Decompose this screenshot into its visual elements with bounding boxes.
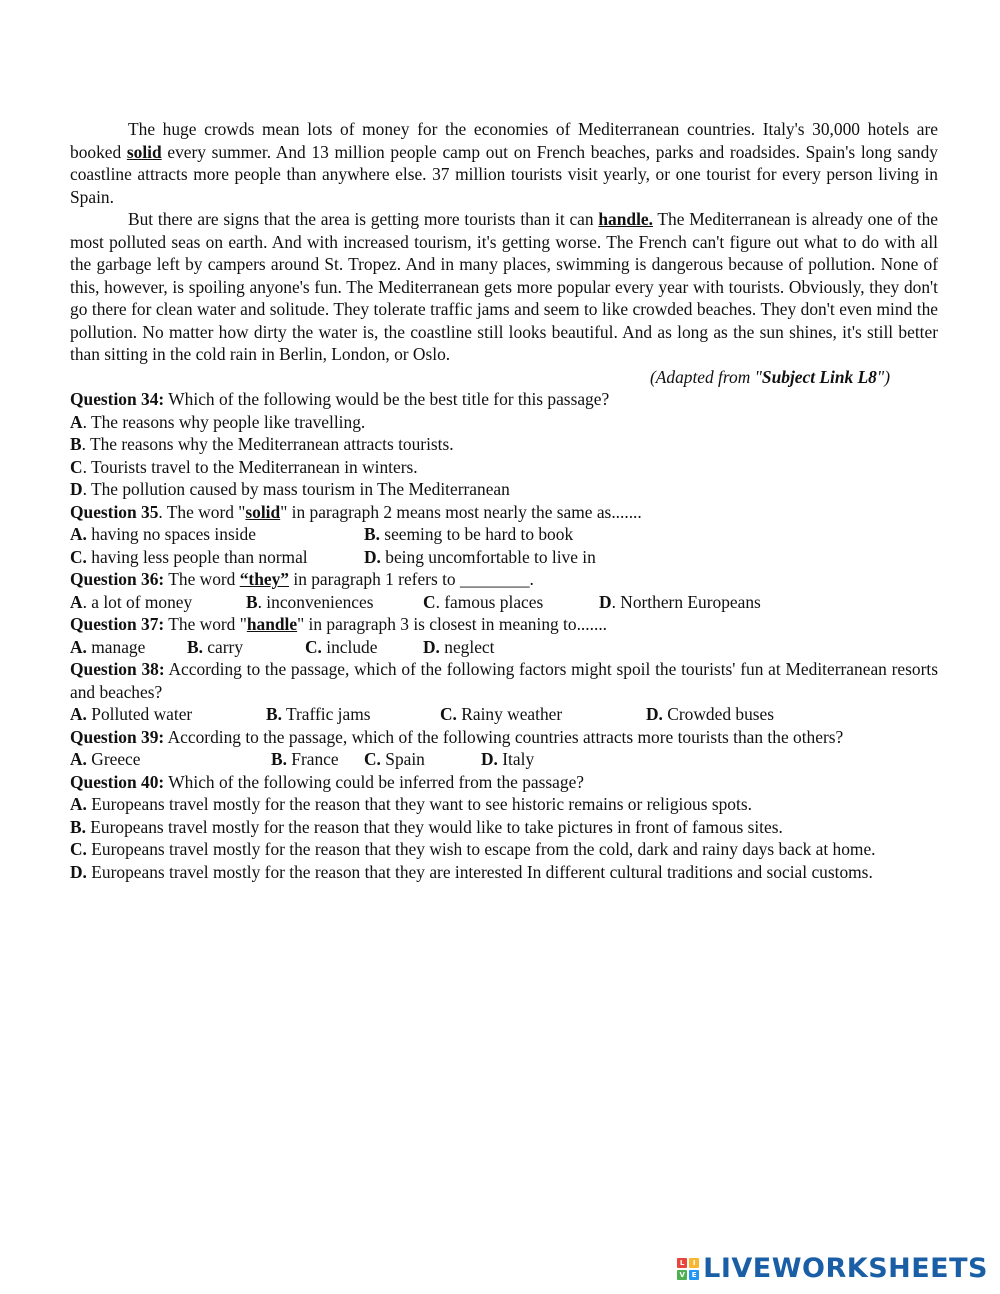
option-35-b[interactable]: B. seeming to be hard to book [364,524,574,544]
options-35-row-2 [70,546,938,569]
option-36-d[interactable]: D. Northern Europeans [599,591,761,612]
question-38: Question 38: According to the passage, which of the following factors might spoil the tourists' fun at Mediterranean resorts and beaches? [70,659,938,702]
highlight-handle: handle. [598,209,653,229]
options-39 [70,748,938,771]
options-36 [70,591,938,614]
logo-text: LIVEWORKSHEETS [703,1253,988,1284]
option-34-c[interactable]: C. Tourists travel to the Mediterranean in winters. [70,456,418,477]
option-38-b[interactable]: B. Traffic jams [266,704,371,724]
question-34: Question 34: Which of the following would be the best title for this passage? [70,389,610,409]
option-35-d[interactable]: D. being uncomfortable to live in [364,546,596,567]
passage-paragraph-2: The huge crowds mean lots of money for the economies of Mediterranean countries. Italy's 30,000 hotels are booked solid every summer. And 13 million people camp out on French beaches, parks and roadsides. Spain's long sandy coastline attracts more people than anywhere else. 37 million tourists visit yearly, or one tourist for every person living in Spain. [70,119,938,207]
liveworksheets-logo [677,1253,988,1284]
option-39-b[interactable]: B. France [271,749,339,769]
option-34-d[interactable]: D. The pollution caused by mass tourism in The Mediterranean [70,479,510,499]
option-40-b[interactable]: B. Europeans travel mostly for the reason that they would like to take pictures in front of famous sites. [70,816,783,837]
option-38-d[interactable]: D. Crowded buses [646,704,775,724]
option-36-a[interactable]: A. a lot of money [70,591,193,612]
highlight-solid: solid [126,141,162,162]
option-35-c[interactable]: C. having less people than normal [70,546,308,567]
passage-paragraph-3: But there are signs that the area is getting more tourists than it can handle. The Mediterranean is already one of the most polluted seas on earth. And with increased tourism, it's getting worse. The French can't figure out what to do with all the garbage left by campers around St. Tropez. And in many places, swimming is dangerous because of pollution. None of this, however, is spoiling anyone's fun. The Mediterranean gets more popular every year with tourists. Obviously, they don't go there for clean water and solitude. They tolerate traffic jams and seem to like crowded beaches. They don't even mind the pollution. No matter how dirty the water is, the coastline still looks beautiful. And as long as the sun shines, it's still better than sitting in the cold rain in Berlin, London, or Oslo. [70,209,939,364]
option-37-c[interactable]: C. include [305,636,378,657]
option-35-a[interactable]: A. having no spaces inside [70,524,256,544]
option-37-a[interactable]: A. manage [70,636,146,657]
option-37-b[interactable]: B. carry [187,636,244,657]
option-34-b[interactable]: B. The reasons why the Mediterranean attracts tourists. [70,434,454,454]
option-39-d[interactable]: D. Italy [481,749,535,769]
option-38-a[interactable]: A. Polluted water [70,704,193,724]
question-35: Question 35. The word "solid" in paragraph 2 means most nearly the same as....... [70,501,642,522]
question-40: Question 40: Which of the following could be inferred from the passage? [70,771,585,792]
option-37-d[interactable]: D. neglect [423,636,495,657]
passage-source: (Adapted from "Subject Link L8") [649,366,890,387]
option-36-b[interactable]: B. inconveniences [246,591,374,612]
option-40-a[interactable]: A. Europeans travel mostly for the reason that they want to see historic remains or religious spots. [70,794,752,814]
option-40-d[interactable]: D. Europeans travel mostly for the reason that they are interested In different cultural traditions and social customs. [70,861,873,882]
worksheet-page [70,118,938,883]
options-38 [70,703,938,726]
question-37: Question 37: The word "handle" in paragraph 3 is closest in meaning to....... [70,614,608,634]
option-39-c[interactable]: C. Spain [364,749,425,769]
logo-blocks-icon: L I V E [677,1258,699,1280]
question-39: Question 39: According to the passage, which of the following countries attracts more tourists than the others? [70,726,844,747]
option-36-c[interactable]: C. famous places [423,591,544,612]
option-38-c[interactable]: C. Rainy weather [440,704,563,724]
options-35-row-1 [70,523,938,546]
option-39-a[interactable]: A. Greece [70,749,141,769]
options-37 [70,636,938,659]
option-34-a[interactable]: A. The reasons why people like travelling. [70,411,366,432]
question-36: Question 36: The word “they” in paragraph 1 refers to ________. [70,569,534,589]
option-40-c[interactable]: C. Europeans travel mostly for the reason that they wish to escape from the cold, dark and rainy days back at home. [70,839,876,859]
